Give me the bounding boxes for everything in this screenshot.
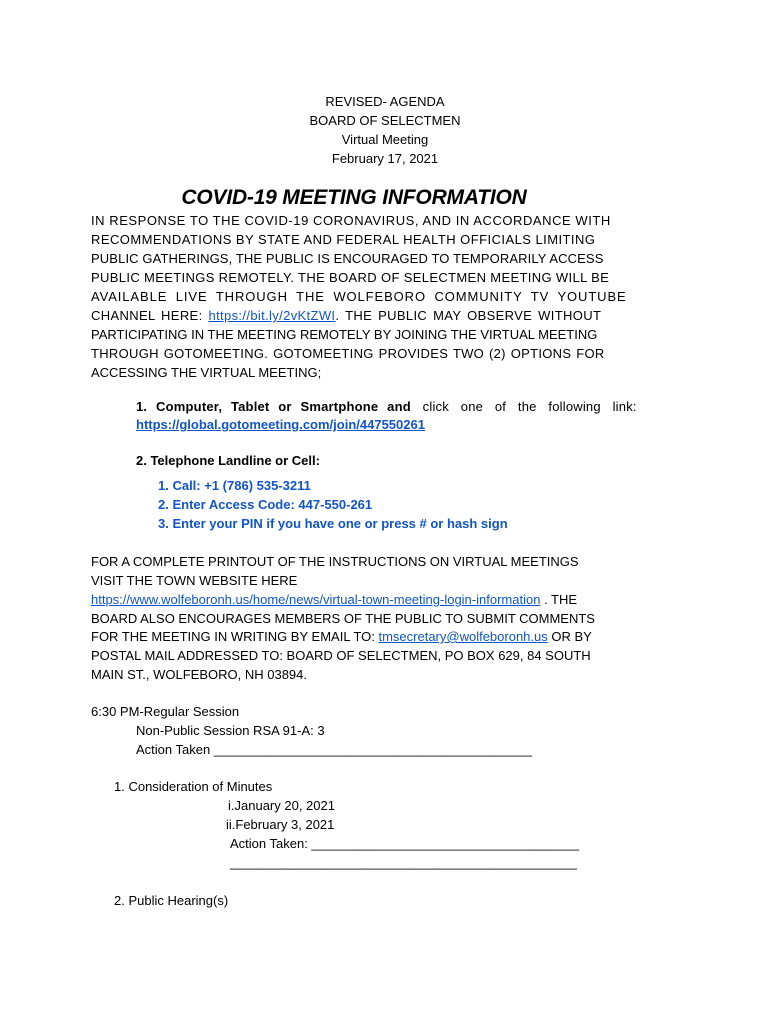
intro-line: IN RESPONSE TO THE COVID-19 CORONAVIRUS, AND IN ACCORDANCE WITH (91, 213, 611, 228)
intro-line (91, 306, 601, 325)
printout-line: POSTAL MAIL ADDRESSED TO: BOARD OF SELECTMEN, PO BOX 629, 84 SOUTH (91, 648, 591, 663)
intro-line: AVAILABLE LIVE THROUGH THE WOLFEBORO COMMUNITY TV YOUTUBE (91, 289, 627, 304)
intro-text: . THE PUBLIC MAY OBSERVE WITHOUT (335, 308, 602, 323)
item1-blank-line: ________________________________________________ (230, 855, 578, 870)
intro-text: CHANNEL HERE: (91, 308, 209, 323)
item1-minutes-feb: ii.February 3, 2021 (226, 817, 335, 832)
header-line-board: BOARD OF SELECTMEN (309, 113, 461, 128)
intro-line: PARTICIPATING IN THE MEETING REMOTELY BY JOINING THE VIRTUAL MEETING (91, 327, 598, 342)
option1-line (136, 397, 637, 416)
page-title: COVID-19 MEETING INFORMATION (181, 186, 527, 209)
option1-label: 1. Computer, Tablet or Smartphone and (136, 399, 411, 414)
youtube-link[interactable]: https://bit.ly/2vKtZWI (208, 308, 336, 323)
header-line-revised: REVISED- AGENDA (325, 94, 445, 109)
email-link[interactable]: tmsecretary@wolfeboronh.us (378, 629, 548, 644)
printout-text: . THE (540, 592, 578, 607)
printout-line: BOARD ALSO ENCOURAGES MEMBERS OF THE PUBLIC TO SUBMIT COMMENTS (91, 611, 595, 626)
printout-text: OR BY (547, 629, 592, 644)
town-website-link[interactable]: https://www.wolfeboronh.us/home/news/virtual-town-meeting-login-information (91, 592, 541, 607)
phone-step-pin: 3. Enter your PIN if you have one or press # or hash sign (158, 516, 508, 531)
gotomeeting-link[interactable]: https://global.gotomeeting.com/join/447550261 (136, 417, 425, 432)
printout-text: FOR THE MEETING IN WRITING BY EMAIL TO: (91, 629, 379, 644)
phone-step-call: 1. Call: +1 (786) 535-3211 (158, 478, 311, 493)
session-title: 6:30 PM-Regular Session (91, 704, 240, 719)
item1-action-taken: Action Taken: _____________________________________ (230, 836, 579, 851)
printout-line (91, 627, 592, 646)
intro-line: PUBLIC MEETINGS REMOTELY. THE BOARD OF SELECTMEN MEETING WILL BE (91, 270, 610, 285)
intro-line: THROUGH GOTOMEETING. GOTOMEETING PROVIDES TWO (2) OPTIONS FOR (91, 346, 605, 361)
intro-line: ACCESSING THE VIRTUAL MEETING; (91, 365, 322, 380)
header-line-date: February 17, 2021 (331, 151, 439, 166)
option2-label: 2. Telephone Landline or Cell: (136, 453, 320, 468)
printout-line (91, 590, 577, 609)
option1-rest: click one of the following link: (410, 399, 637, 414)
phone-step-access-code: 2. Enter Access Code: 447-550-261 (158, 497, 373, 512)
header-line-virtual: Virtual Meeting (341, 132, 429, 147)
printout-line: FOR A COMPLETE PRINTOUT OF THE INSTRUCTIONS ON VIRTUAL MEETINGS (91, 554, 579, 569)
printout-line: VISIT THE TOWN WEBSITE HERE (91, 573, 298, 588)
nonpublic-session: Non-Public Session RSA 91-A: 3 (136, 723, 325, 738)
session-action-taken: Action Taken ____________________________________________ (136, 742, 532, 757)
intro-line: PUBLIC GATHERINGS, THE PUBLIC IS ENCOURAGED TO TEMPORARILY ACCESS (91, 251, 604, 266)
item2-title: 2. Public Hearing(s) (114, 893, 229, 908)
item1-title: 1. Consideration of Minutes (114, 779, 273, 794)
option1-link-line (136, 415, 425, 434)
intro-line: RECOMMENDATIONS BY STATE AND FEDERAL HEALTH OFFICIALS LIMITING (91, 232, 596, 247)
printout-line: MAIN ST., WOLFEBORO, NH 03894. (91, 667, 307, 682)
item1-minutes-jan: i.January 20, 2021 (228, 798, 335, 813)
